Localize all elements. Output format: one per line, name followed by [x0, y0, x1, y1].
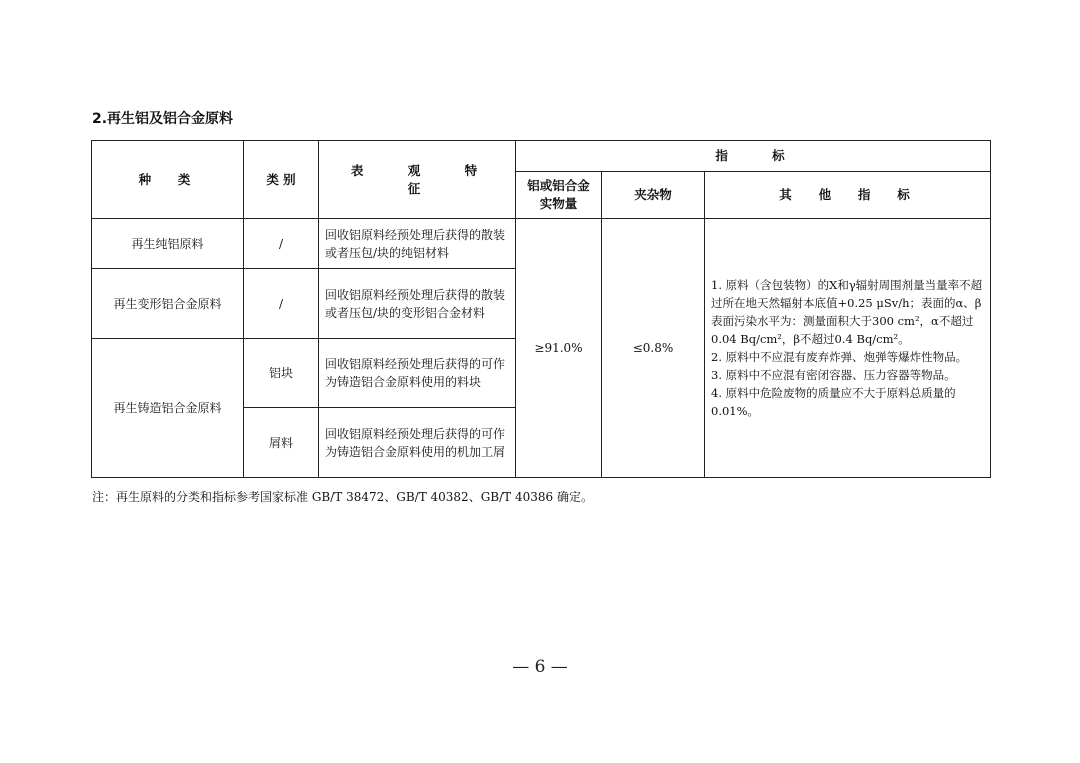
row-category: /: [244, 269, 319, 339]
header-appearance: 表 观 特 征: [319, 141, 516, 219]
raw-material-spec-table: [91, 140, 991, 478]
row-category: 铝块: [244, 339, 319, 408]
other-indicator-item: 1. 原料（含包装物）的Χ和γ辐射周围剂量当量率不超过所在地天然辐射本底值+0.25 μSv/h；表面的α、β表面污染水平为：测量面积大于300 cm²，α不超过0.04 Bq/cm²，β不超过0.4 Bq/cm²。: [711, 278, 983, 346]
header-metal-content: 铝或铝合金实物量: [516, 172, 602, 219]
metal-content-value: ≥91.0%: [516, 219, 602, 478]
other-indicator-item: 3. 原料中不应混有密闭容器、压力容器等物品。: [711, 368, 956, 382]
header-indicators: 指 标: [516, 141, 991, 172]
row-description: 回收铝原料经预处理后获得的散装或者压包/块的变形铝合金材料: [319, 269, 516, 339]
table-row: [92, 219, 991, 269]
row-description: 回收铝原料经预处理后获得的散装或者压包/块的纯铝材料: [319, 219, 516, 269]
row-description: 回收铝原料经预处理后获得的可作为铸造铝合金原料使用的机加工屑: [319, 408, 516, 478]
row-description: 回收铝原料经预处理后获得的可作为铸造铝合金原料使用的料块: [319, 339, 516, 408]
other-indicators-list: [705, 219, 991, 478]
row-kind: 再生纯铝原料: [92, 219, 244, 269]
table-note: 注：再生原料的分类和指标参考国家标准 GB/T 38472、GB/T 40382、GB/T 40386 确定。: [92, 490, 593, 504]
other-indicator-item: 4. 原料中危险废物的质量应不大于原料总质量的0.01%。: [711, 386, 956, 418]
row-kind: 再生变形铝合金原料: [92, 269, 244, 339]
row-category: /: [244, 219, 319, 269]
header-row-1: [92, 141, 991, 172]
page-number: — 6 —: [512, 657, 568, 677]
header-category: 类 别: [244, 141, 319, 219]
header-impurities: 夹杂物: [602, 172, 705, 219]
row-kind: 再生铸造铝合金原料: [92, 339, 244, 478]
section-title: 2.再生铝及铝合金原料: [92, 111, 234, 127]
row-category: 屑料: [244, 408, 319, 478]
header-kind: 种 类: [92, 141, 244, 219]
impurities-value: ≤0.8%: [602, 219, 705, 478]
header-other-indicators: 其 他 指 标: [705, 172, 991, 219]
other-indicator-item: 2. 原料中不应混有废弃炸弹、炮弹等爆炸性物品。: [711, 350, 968, 364]
